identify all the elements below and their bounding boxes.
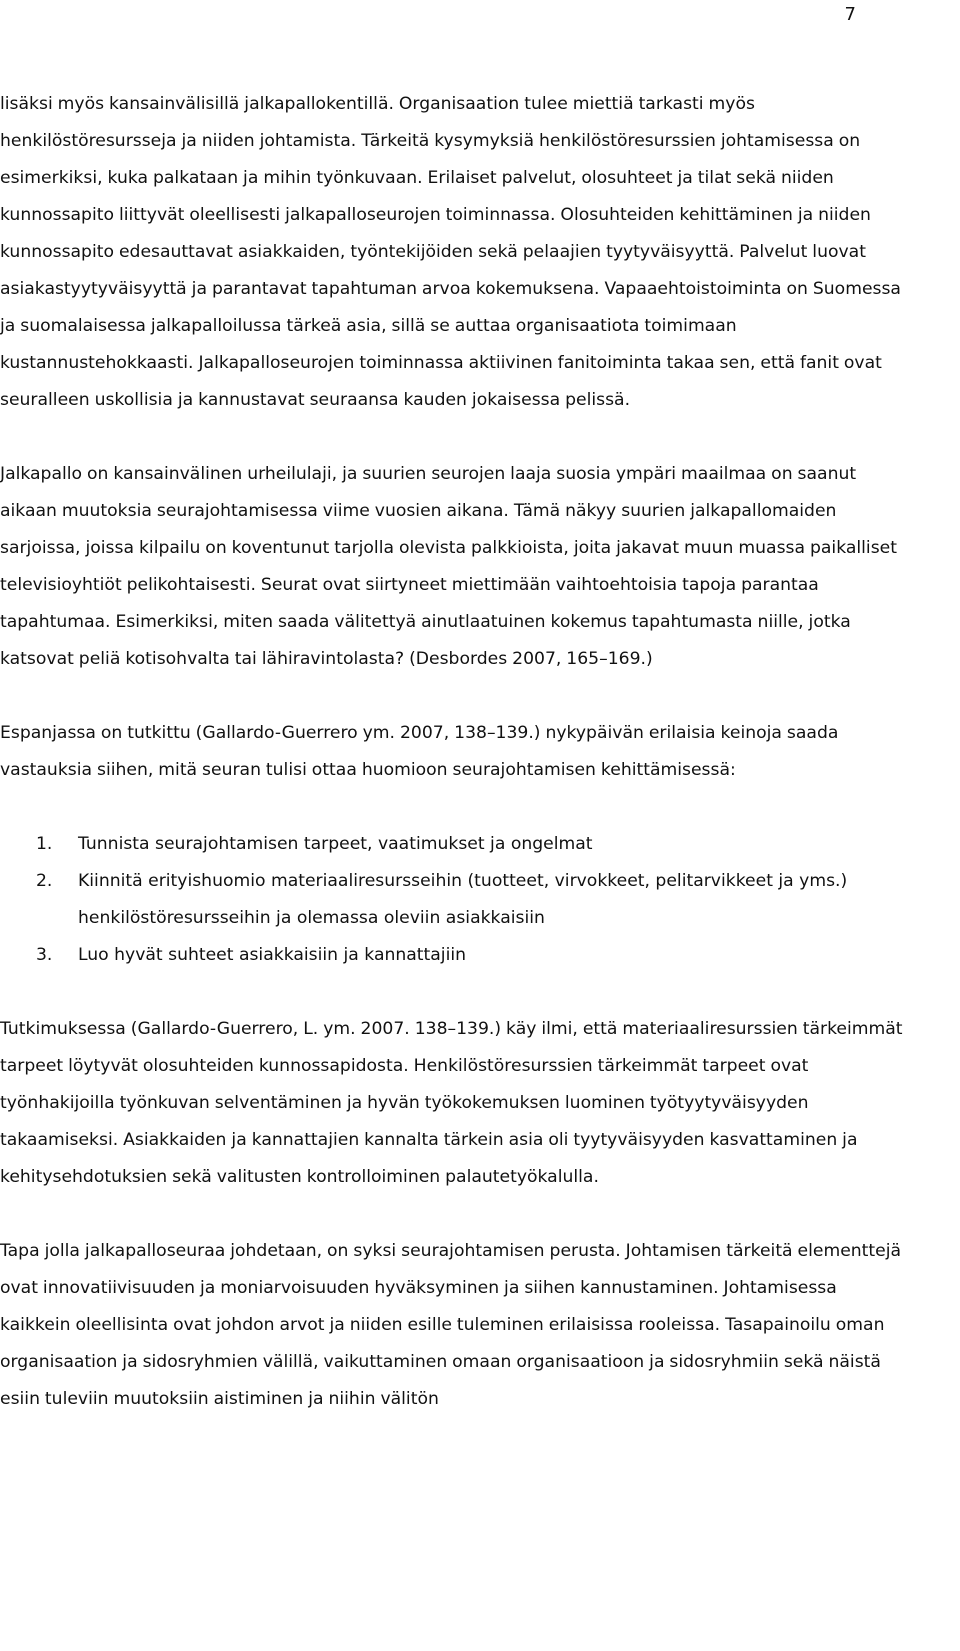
list-item	[0, 826, 912, 863]
list-text: Kiinnitä erityishuomio materiaaliresursseihin (tuotteet, virvokkeet, pelitarvikkeet ja yms.) henkilöstöresursseihin ja olemassa oleviin asiakkaisiin	[78, 871, 848, 928]
numbered-list	[0, 826, 912, 974]
paragraph: lisäksi myös kansainvälisillä jalkapallokentillä. Organisaation tulee miettiä tarkasti myös henkilöstöresursseja ja niiden johtamista. Tärkeitä kysymyksiä henkilöstöresurssien johtamisessa on esimerkiksi, kuka palkataan ja mihin työnkuvaan. Erilaiset palvelut, olosuhteet ja tilat sekä niiden kunnossapito liittyvät oleellisesti jalkapalloseurojen toiminnassa. Olosuhteiden kehittäminen ja niiden kunnossapito edesauttavat asiakkaiden, työntekijöiden sekä pelaajien tyytyväisyyttä. Palvelut luovat asiakastyytyväisyyttä ja parantavat tapahtuman arvoa kokemuksena. Vapaaehtoistoiminta on Suomessa ja suomalaisessa jalkapalloilussa tärkeä asia, sillä se auttaa organisaatiota toimimaan kustannustehokkaasti. Jalkapalloseurojen toiminnassa aktiivinen fanitoiminta takaa sen, että fanit ovat seuralleen uskollisia ja kannustavat seuraansa kauden jokaisessa pelissä.	[0, 94, 901, 410]
list-number: 2.	[36, 871, 53, 891]
document-body	[0, 86, 912, 1418]
list-number: 3.	[36, 945, 53, 965]
paragraph: Tutkimuksessa (Gallardo-Guerrero, L. ym. 2007. 138–139.) käy ilmi, että materiaaliresurssien tärkeimmät tarpeet löytyvät olosuhteiden kunnossapidosta. Henkilöstöresurssien tärkeimmät tarpeet ovat työnhakijoilla työnkuvan selventäminen ja hyvän työkokemuksen luominen työtyytyväisyyden takaamiseksi. Asiakkaiden ja kannattajien kannalta tärkein asia oli tyytyväisyyden kasvattaminen ja kehitysehdotuksien sekä valitusten kontrolloiminen palautetyökalulla.	[0, 1019, 903, 1187]
list-number: 1.	[36, 834, 53, 854]
paragraph: Espanjassa on tutkittu (Gallardo-Guerrero ym. 2007, 138–139.) nykypäivän erilaisia keinoja saada vastauksia siihen, mitä seuran tulisi ottaa huomioon seurajohtamisen kehittämisessä:	[0, 723, 839, 780]
list-text: Luo hyvät suhteet asiakkaisiin ja kannattajiin	[78, 945, 467, 965]
paragraph: Tapa jolla jalkapalloseuraa johdetaan, on syksi seurajohtamisen perusta. Johtamisen tärkeitä elementtejä ovat innovatiivisuuden ja moniarvoisuuden hyväksyminen ja siihen kannustaminen. Johtamisessa kaikkein oleellisinta ovat johdon arvot ja niiden esille tuleminen erilaisissa rooleissa. Tasapainoilu oman organisaation ja sidosryhmien välillä, vaikuttaminen omaan organisaatioon ja sidosryhmiin sekä näistä esiin tuleviin muutoksiin aistiminen ja niihin välitön	[0, 1241, 902, 1409]
list-item	[0, 937, 912, 974]
page-number: 7	[844, 4, 856, 25]
list-text: Tunnista seurajohtamisen tarpeet, vaatimukset ja ongelmat	[78, 834, 593, 854]
paragraph: Jalkapallo on kansainvälinen urheilulaji, ja suurien seurojen laaja suosia ympäri maailmaa on saanut aikaan muutoksia seurajohtamisessa viime vuosien aikana. Tämä näkyy suurien jalkapallomaiden sarjoissa, joissa kilpailu on koventunut tarjolla olevista palkkioista, joita jakavat muun muassa paikalliset televisioyhtiöt pelikohtaisesti. Seurat ovat siirtyneet miettimään vaihtoehtoisia tapoja parantaa tapahtumaa. Esimerkiksi, miten saada välitettyä ainutlaatuinen kokemus tapahtumasta niille, jotka katsovat peliä kotisohvalta tai lähiravintolasta? (Desbordes 2007, 165–169.)	[0, 464, 897, 669]
list-item	[0, 863, 912, 937]
